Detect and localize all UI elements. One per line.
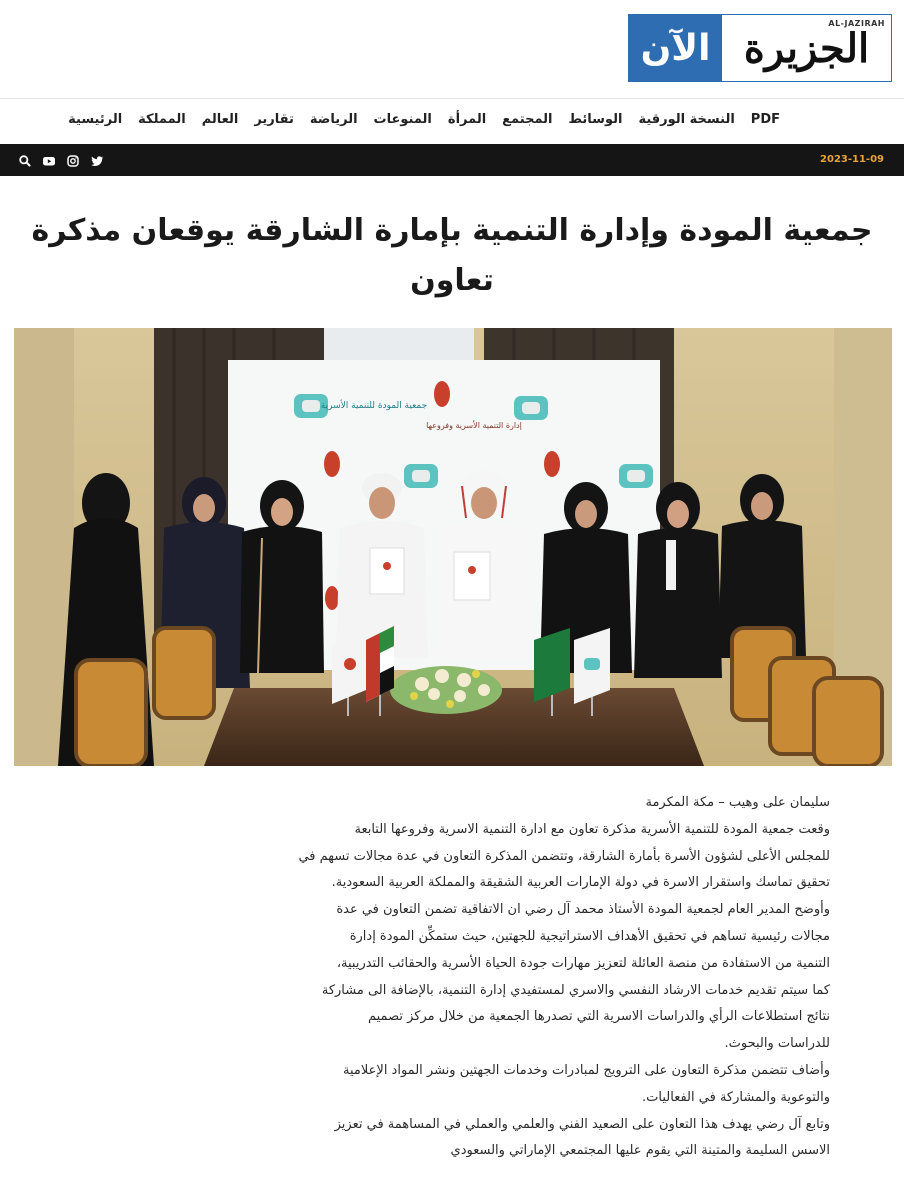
article-line: والتوعوية والمشاركة في الفعاليات.: [642, 1089, 830, 1105]
twitter-icon[interactable]: [90, 153, 104, 167]
logo-now-text: الآن: [629, 15, 722, 81]
nav-item-misc[interactable]: المنوعات: [373, 112, 432, 127]
article-byline: سليمان على وهيب – مكة المكرمة: [645, 795, 830, 810]
banner-text-1: جمعية المودة للتنمية الأسرية: [320, 401, 428, 411]
social-icons: [18, 153, 104, 167]
nav-item-sports[interactable]: الرياضة: [309, 112, 358, 127]
nav-item-pdf[interactable]: PDF: [750, 112, 780, 127]
logo-arabic-text: [722, 15, 891, 81]
nav-item-kingdom[interactable]: المملكة: [138, 112, 186, 127]
article-title: جمعية المودة وإدارة التنمية بإمارة الشارقة يوقعان مذكرة تعاون: [31, 213, 873, 298]
main-nav: [60, 108, 788, 132]
logo-arabic-word: الجزيرة: [743, 24, 870, 72]
instagram-icon[interactable]: [66, 153, 80, 167]
article-line: للمجلس الأعلى لشؤون الأسرة بأمارة الشارقة، وتتضمن المذكرة التعاون في عدة مجالات تسهم في: [298, 848, 830, 864]
article-line: كما سيتم تقديم خدمات الارشاد النفسي والاسري لمستفيدي إدارة التنمية، بالإضافة الى مشاركة: [321, 982, 830, 998]
youtube-icon[interactable]: [42, 153, 56, 167]
article-line: وقعت جمعية المودة للتنمية الأسرية مذكرة تعاون مع ادارة التنمية الاسرية وفروعها التابعة: [354, 821, 830, 837]
article-line: مجالات رئيسية تساهم في تحقيق الأهداف الاستراتيجية للجهتين، حيث ستمكِّن المودة إدارة: [349, 928, 830, 944]
current-date: 2023-11-09: [820, 154, 884, 165]
nav-item-print-edition[interactable]: النسخة الورقية: [638, 112, 735, 127]
article-line: وأضاف تتضمن مذكرة التعاون على الترويج لمبادرات وخدمات الجهتين ونشر المواد الإعلامية: [343, 1062, 830, 1078]
header-divider: [0, 98, 904, 99]
article-line: للدراسات والبحوث.: [724, 1036, 830, 1052]
article-line: وأوضح المدير العام لجمعية المودة الأستاذ محمد آل رضي ان الاتفاقية تضمن التعاون في عدة: [336, 902, 830, 918]
nav-item-woman[interactable]: المرأة: [447, 112, 487, 127]
banner-text-2: إدارة التنمية الأسرية وفروعها: [426, 421, 522, 430]
article-body: [26, 790, 830, 1165]
nav-item-reports[interactable]: تقارير: [254, 112, 294, 127]
nav-item-society[interactable]: المجتمع: [502, 112, 553, 127]
article-line: التنمية من الاستفادة من منصة العائلة لتعزيز مهارات جودة الحياة الأسرية والحقائب التدريبية،: [336, 955, 830, 971]
nav-item-media[interactable]: الوسائط: [568, 112, 623, 127]
nav-item-home[interactable]: الرئيسية: [68, 112, 123, 127]
article-line: نتائج استطلاعات الرأي والدراسات الاسرية التي تصدرها الجمعية من خلال مركز تصميم: [367, 1009, 830, 1025]
article-line: تحقيق تماسك واستقرار الاسرة في دولة الإمارات العربية الشقيقة والمملكة العربية السعودية.: [331, 875, 830, 891]
logo-latin-text: AL-JAZIRAH: [828, 19, 885, 28]
site-logo[interactable]: [628, 14, 892, 82]
article-photo: [14, 328, 892, 766]
article-line: الاسس السليمة والمتينة التي يقوم عليها المجتمعي الإماراتي والسعودي: [450, 1143, 830, 1159]
search-icon[interactable]: [18, 153, 32, 167]
article-line: وتابع آل رضي يهدف هذا التعاون على الصعيد الفني والعلمي والعملي في المساهمة في تعزيز: [334, 1116, 830, 1132]
top-bar: [0, 144, 904, 176]
nav-item-world[interactable]: العالم: [201, 112, 239, 127]
